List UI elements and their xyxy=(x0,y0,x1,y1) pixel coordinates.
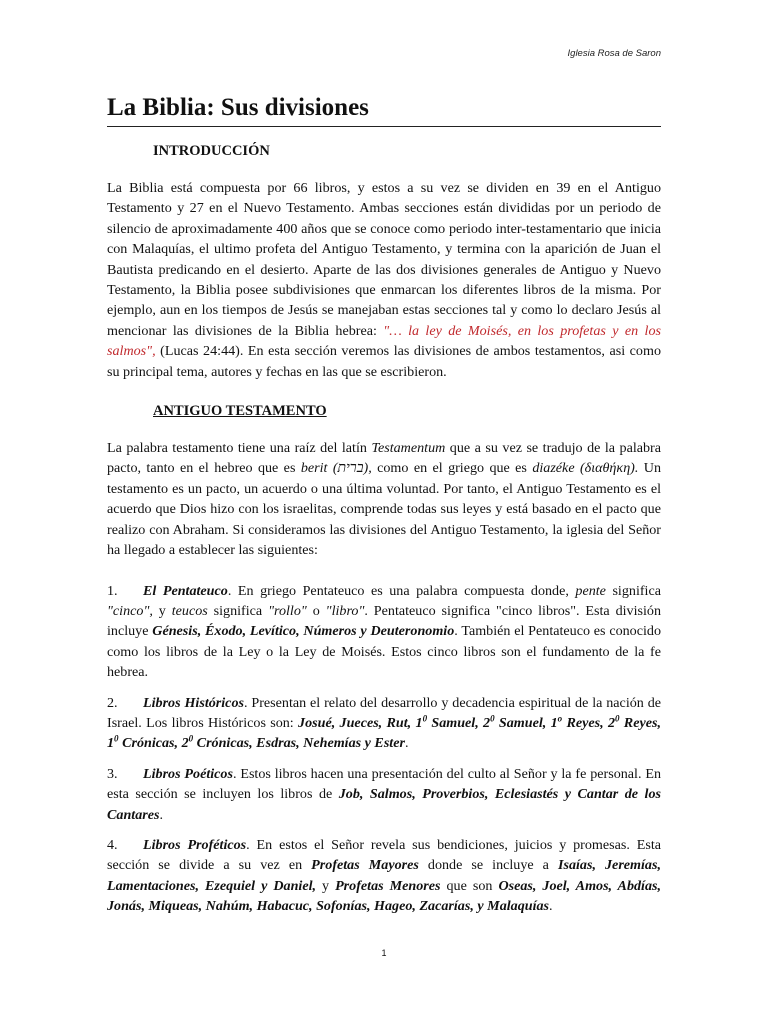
section-heading-at: ANTIGUO TESTAMENTO xyxy=(153,403,327,420)
intro-paragraph: La Biblia está compuesta por 66 libros, y estos a su vez se dividen en 39 en el Antiguo Testamento y 27 en el Nuevo Testamento. Ambas secciones están divididas por un periodo de silencio de aproximadamente 400 años que se conoce como periodo inter-testamentario que inicia con Malaquías, el ultimo profeta del Antiguo Testamento, y termina con la aparición de Juan el Bautista predicando en el desierto. Aparte de las dos divisiones generales de Antiguo y Nuevo Testamento, la Biblia posee subdivisiones que enmarcan los diferentes libros de la misma. Por ejemplo, aun en los tiempos de Jesús se manejaban estas secciones tal y como lo declaro Jesús al mencionar las divisiones de la Biblia hebrea: "… la ley de Moisés, en los profetas y en los salmos", (Lucas 24:44). En esta sección veremos las divisiones de ambos testamentos, asi como su principal tema, autores y fechas en las que se escribieron. xyxy=(107,180,661,380)
quote-lucas: "… la ley de Moisés, en los profetas y en los salmos", xyxy=(107,322,661,360)
list-item-poeticos: 3. Libros Poéticos. Estos libros hacen una presentación del culto al Señor y la fe personal. En esta sección se incluyen los libros de Job, Salmos, Proverbios, Eclesiastés y Cantar de los Cantares. xyxy=(107,765,661,823)
document-body xyxy=(107,142,661,917)
page-title: La Biblia: Sus divisiones xyxy=(107,92,661,127)
list-item-pentateuco: 1. El Pentateuco. En griego Pentateuco es una palabra compuesta donde, pente significa "cinco", y teucos significa "rollo" o "libro". Pentateuco significa "cinco libros". Esta división incluye Génesis, Éxodo, Levítico, Números y Deuteronomio. También el Pentateuco es conocido como los libros de la Ley o la Ley de Moisés. Estos cinco libros son el fundamento de la fe hebrea. xyxy=(107,582,661,681)
page-header: Iglesia Rosa de Saron xyxy=(567,48,661,59)
list-item-historicos: 2. Libros Históricos. Presentan el relato del desarrollo y decadencia espiritual de la nación de Israel. Los libros Históricos son: Josué, Jueces, Rut, $1^0$ Samuel, $2^0$ Samuel, 1$^o$ Reyes, $2^0$ Reyes, $1^0$ Crónicas, $2^0$ Crónicas, Esdras, Nehemías y Ester. xyxy=(107,694,662,752)
at-paragraph: La palabra testamento tiene una raíz del latín Testamentum que a su vez se tradujo de la palabra pacto, tanto en el hebreo que es berit (ברית), como en el griego que es diazéke (διαθήκη). Un testamento es un pacto, un acuerdo o una última voluntad. Por tanto, el Antiguo Testamento es el acuerdo que Dios hizo con los israelitas, comprende todas sus leyes y está basado en el pacto que realizo con Abraham. Si consideramos las divisiones del Antiguo Testamento, la iglesia del Señor ha llegado a establecer las siguientes: xyxy=(107,440,662,559)
section-heading-intro: INTRODUCCIÓN xyxy=(153,143,270,159)
list-item-profeticos: 4. Libros Proféticos. En estos el Señor revela sus bendiciones, juicios y promesas. Esta sección se divide a su vez en Profetas Mayores donde se incluye a Isaías, Jeremías, Lamentaciones, Ezequiel y Daniel, y Profetas Menores que son Oseas, Joel, Amos, Abdías, Jonás, Miqueas, Nahúm, Habacuc, Sofonías, Hageo, Zacarías, y Malaquías. xyxy=(107,836,662,915)
page-number: 1 xyxy=(381,948,387,958)
